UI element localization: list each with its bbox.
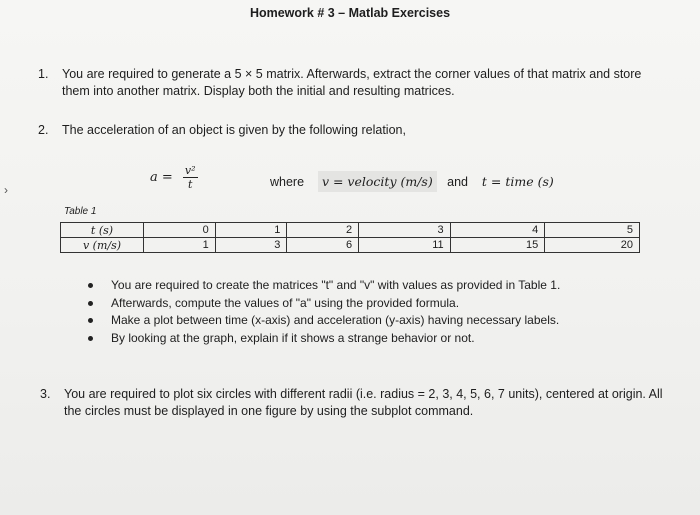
bullet-icon	[88, 336, 93, 341]
table-row-header: t (s)	[61, 223, 144, 238]
table-cell: 1	[144, 238, 216, 253]
formula-denominator: t	[188, 178, 193, 191]
question-1-number: 1.	[38, 67, 49, 81]
table-row-header: v (m/s)	[61, 238, 144, 253]
bullet-text: You are required to create the matrices "t" and "v" with values as provided in Table 1.	[111, 278, 561, 292]
table-cell: 20	[545, 238, 640, 253]
time-definition: t = time (s)	[481, 174, 554, 189]
table-cell: 11	[359, 238, 451, 253]
question-2-bullets	[88, 277, 560, 347]
list-item	[88, 330, 560, 348]
table-cell: 5	[545, 223, 640, 238]
list-item	[88, 312, 560, 330]
bullet-icon	[88, 283, 93, 288]
data-table	[60, 222, 640, 253]
table-cell: 2	[287, 223, 359, 238]
bullet-text: By looking at the graph, explain if it shows a strange behavior or not.	[111, 330, 475, 345]
table-row	[61, 223, 640, 238]
table-cell: 3	[215, 238, 287, 253]
and-label: and	[447, 175, 468, 189]
question-3-number: 3.	[40, 387, 51, 401]
margin-marker: ›	[4, 183, 8, 197]
table-cell: 6	[287, 238, 359, 253]
question-3-text: You are required to plot six circles with different radii (i.e. radius = 2, 3, 4, 5, 6, 7 units), centered at origin. All the circles must be displayed in one figure by using the subplot command.	[64, 387, 663, 418]
bullet-icon	[88, 301, 93, 306]
bullet-text: Make a plot between time (x-axis) and acceleration (y-axis) having necessary labels.	[111, 313, 560, 327]
table-cell: 4	[450, 223, 545, 238]
list-item	[88, 277, 560, 295]
variable-definitions	[270, 174, 554, 189]
question-2-text: The acceleration of an object is given by the following relation,	[62, 123, 406, 137]
where-label: where	[270, 175, 305, 189]
acceleration-formula	[150, 164, 198, 191]
bullet-icon	[88, 318, 93, 323]
table-cell: 15	[450, 238, 545, 253]
velocity-definition: v = velocity (m/s)	[318, 171, 437, 192]
question-2-number: 2.	[38, 123, 49, 137]
table-cell: 3	[359, 223, 451, 238]
formula-lhs: a =	[150, 170, 173, 185]
formula-numerator: v²	[184, 164, 196, 177]
table-cell: 1	[215, 223, 287, 238]
table-row	[61, 238, 640, 253]
list-item	[88, 295, 560, 313]
document-title: Homework # 3 – Matlab Exercises	[249, 6, 451, 20]
formula-fraction	[183, 164, 198, 191]
table-label: Table 1	[64, 206, 97, 217]
bullet-text: Afterwards, compute the values of "a" using the provided formula.	[111, 295, 460, 310]
question-1-text: You are required to generate a 5 × 5 matrix. Afterwards, extract the corner values of that matrix and store them into another matrix. Display both the initial and resulting matrices.	[62, 67, 642, 98]
table-cell: 0	[144, 223, 216, 238]
